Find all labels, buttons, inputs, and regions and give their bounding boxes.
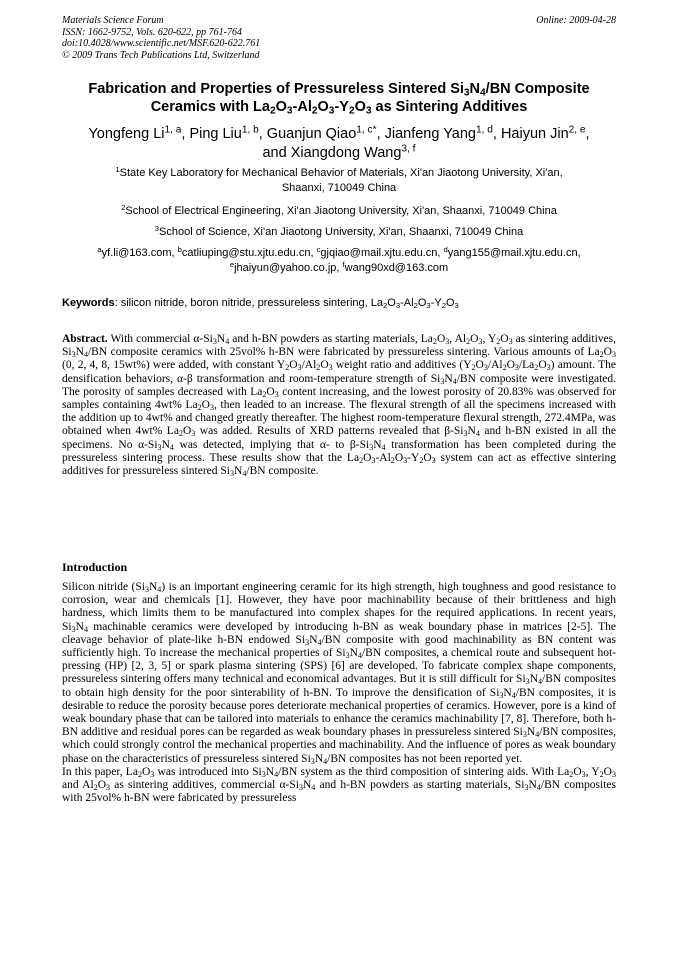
email-link[interactable]: jhaiyun@yahoo.co.jp, — [234, 261, 343, 274]
affiliation-3: $^3$School of Science, Xi'an Jiaotong University, Xi'an, Shaanxi, 710049 China — [154, 223, 524, 238]
section-heading-introduction: Introduction — [62, 560, 128, 574]
keywords: Keywords: silicon nitride, boron nitride, pressureless sintering, $La_2O_3-Al_2O_3-Y_2O_3$ — [62, 297, 459, 310]
affiliation-2: $^2$School of Electrical Engineering, Xi'an Jiaotong University, Xi'an, Shaanxi, 710049 China — [121, 202, 557, 217]
introduction-body — [62, 581, 616, 805]
author-list: Yongfeng Li$^{1, a}$, Ping Liu$^{1, b}$, Guanjun Qiao$^{1, c*}$, Jianfeng Yang$^{1, d}$, Haiyun Jin$^{2, e}$, and Xiangdong Wang$^{3, f}$ — [88, 124, 590, 161]
title-line-1: Fabrication and Properties of Pressureless Sintered $Si_3N_4/BN$ Composite — [88, 81, 590, 99]
email-link[interactable]: yf.li@163.com, — [101, 247, 178, 259]
email-link[interactable]: gjqiao@mail.xjtu.edu.cn, — [320, 247, 444, 259]
email-link[interactable]: wang90xd@163.com — [344, 261, 449, 274]
author-emails: $^a$yf.li@163.com, $^b$catliuping@stu.xjtu.edu.cn, $^c$gjqiao@mail.xjtu.edu.cn, $^d$yang155@mail.xjtu.edu.cn, $^e$jhaiyun@yahoo.co.jp, $^f$wang90xd@163.com — [97, 244, 581, 274]
intro-paragraph-1: Silicon nitride $(Si_3N_4)$ is an important engineering ceramic for its high strength, high toughness and good resistance to corrosion, wear and chemicals [1]. However, they have poor machinability because of their brittleness and high hardness, which limits them to be manufactured into complex shapes for the required applications. In recent years, $Si_3N_4$ machinable ceramics were developed by introducing h-BN as weak boundary phase in matrices [2-5]. The cleavage behavior of plate-like h-BN endowed $Si_3N_4/BN$ composite with good machinability as BN content was sufficiently high. To increase the mechanical properties of $Si_3N_4/BN$ composites, a chemical route and subsequent hot-pressing (HP) [2, 3, 5] or spark plasma sintering (SPS) [6] are developed. To fabricate complex shape components, pressureless sintering offers many technical and economical advantages. But it is still difficult for $Si_3N_4/BN$ composites to obtain high density for the poor sinterability of h-BN. To improve the densification of $Si_3N_4/BN$ composites, it is desirable to reduce the porosity because pores deteriorate mechanical properties of ceramics. However, pore is a kind of weak boundary phase that can be tailored into materials to enhance the ceramics machinability [7, 8]. Therefore, both h-BN additive and residual pores can be regarded as weak boundary phases in pressureless sintered $Si_3N_4/BN$ composites, which could strongly control the mechanical properties and machinability. And the influence of pores as weak boundary phase on the characteristics of pressureless sintered $Si_3N_4/BN$ composites has not been reported yet. — [62, 581, 617, 766]
email-link[interactable]: yang155@mail.xjtu.edu.cn, — [447, 247, 581, 259]
doi-line: doi:10.4028/www.scientific.net/MSF.620-622.761 — [62, 38, 261, 49]
title-line-2: Ceramics with $La_2O_3-Al_2O_3-Y_2O_3$ as Sintering Additives — [150, 99, 528, 117]
journal-name: Materials Science Forum — [62, 15, 164, 26]
intro-paragraph-2: In this paper, $La_2O_3$ was introduced into $Si_3N_4/BN$ system as the third composition of sintering aids. With $La_2O_3$, $Y_2O_3$ and $Al_2O_3$ as sintering additives, commercial $\alpha-Si_3N_4$ and h-BN powders as starting materials, $Si_3N_4/BN$ composites with 25vol% h-BN were fabricated by pressureless — [62, 765, 617, 805]
journal-header — [62, 15, 616, 61]
online-date: Online: 2009-04-28 — [536, 15, 616, 26]
issn-line: ISSN: 1662-9752, Vols. 620-622, pp 761-764 — [62, 26, 242, 38]
copyright-line: © 2009 Trans Tech Publications Ltd, Switzerland — [62, 49, 260, 61]
email-link[interactable]: catliuping@stu.xjtu.edu.cn, — [181, 247, 317, 259]
paper-title — [40, 80, 638, 116]
abstract: Abstract. With commercial $\alpha-Si_3N_4$ and h-BN powders as starting materials, $La_2O_3$, $Al_2O_3$, $Y_2O_3$ as sintering additives, $Si_3N_4/BN$ composite ceramics with 25vol% h-BN were fabricated by pressureless sintering. Various amounts of $La_2O_3$ (0, 2, 4, 8, 15wt%) were added, with constant $Y_2O_3/Al_2O_3$ weight ratio and additives $(Y_2O_3/Al_2O_3/La_2O_3)$ amount. The densification behaviors, α-β transformation and room-temperature strength of $Si_3N_4/BN$ composite were investigated. The porosity of samples decreased with $La_2O_3$ content increasing, and the lowest porosity of 20.83% was observed for samples containing 4wt% $La_2O_3$, then leaded to an increase. The flexural strength of all the specimens increased with the addition up to 4wt% and changed greatly thereafter. The highest room-temperature flexural strength, 272.4MPa, was obtained when 4wt% $La_2O_3$ was added. Results of XRD patterns revealed that $\beta-Si_3N_4$ and h-BN existed in all the specimens. No $\alpha-Si_3N_4$ was detected, implying that α- to $\beta-Si_3N_4$ transformation has been completed during the pressureless sintering process. These results show that the $La_2O_3-Al_2O_3-Y_2O_3$ system can act as effective sintering additives for pressureless sintered $Si_3N_4/BN$ composite. — [62, 333, 617, 479]
affiliation-1: $^1$State Key Laboratory for Mechanical Behavior of Materials, Xi'an Jiaotong University, Xi'an, Shaanxi, 710049 China — [115, 164, 563, 194]
